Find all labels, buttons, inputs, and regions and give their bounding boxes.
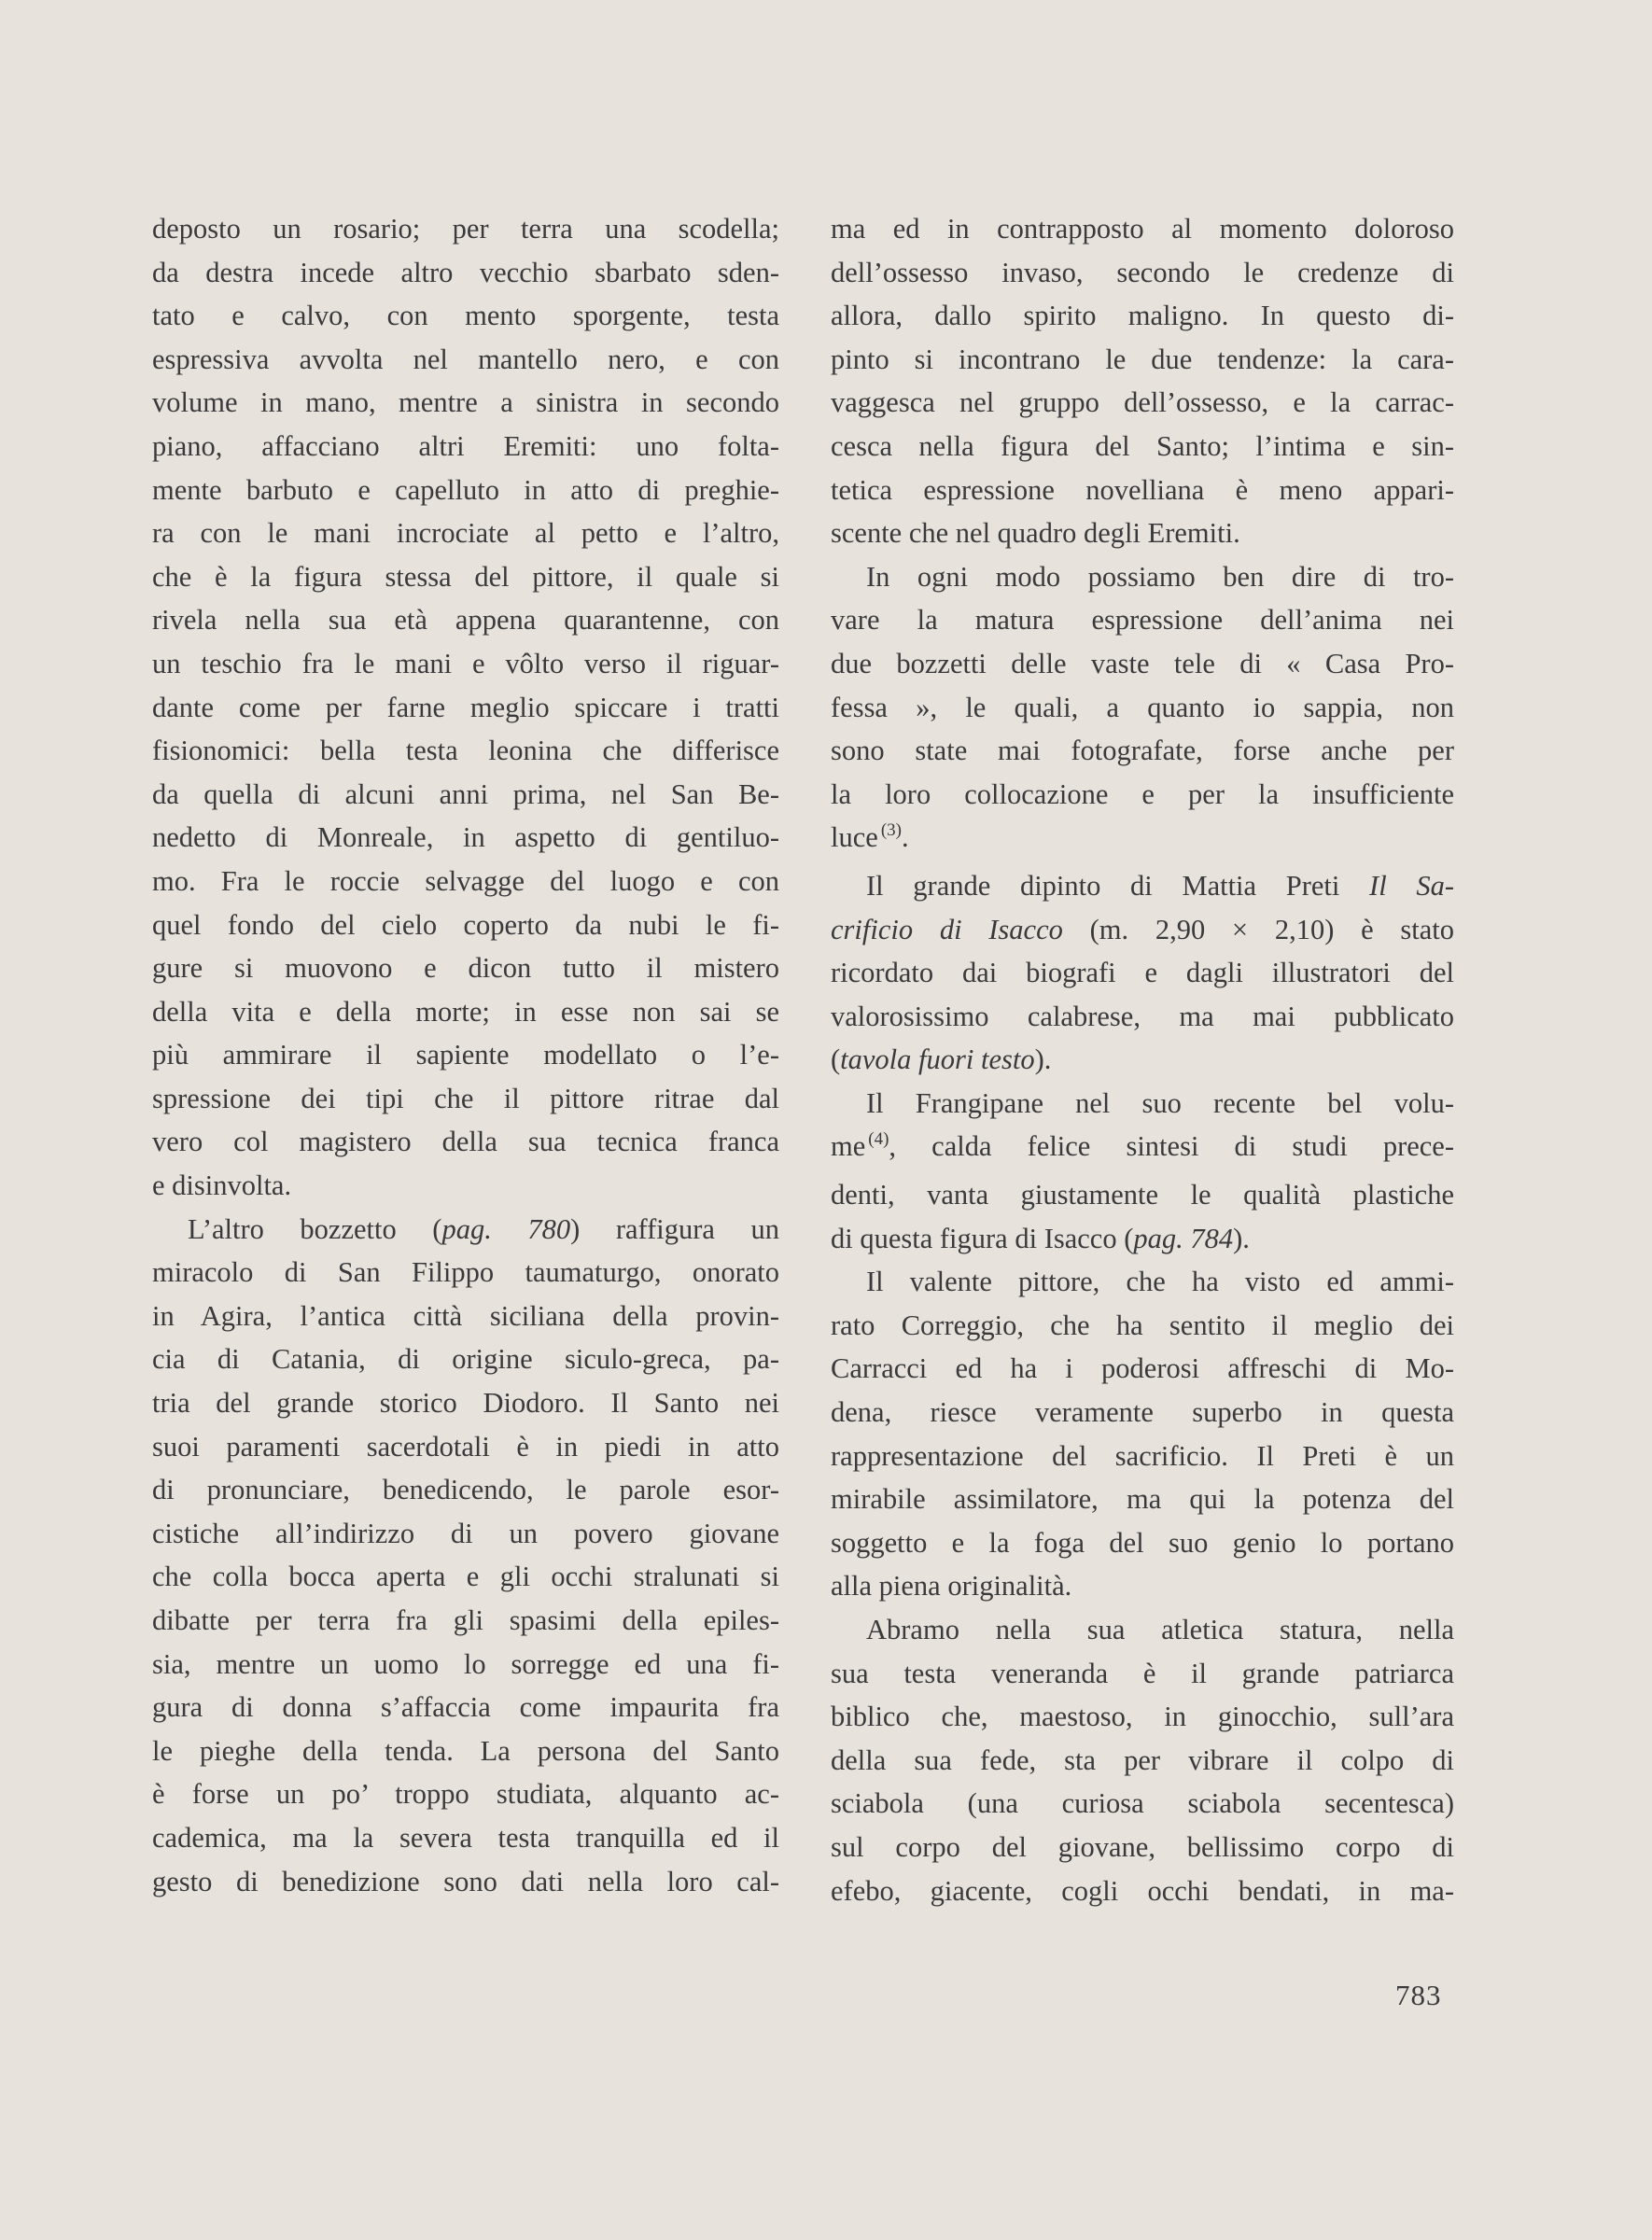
text-line: è forse un po’ troppo studiata, alquanto ac-: [152, 1778, 779, 1811]
text-line: un teschio fra le mani e vôlto verso il riguar-: [152, 647, 779, 679]
text-line: tria del grande storico Diodoro. Il Santo nei: [152, 1387, 779, 1420]
text-line: Il Frangipane nel suo recente bel volu-: [866, 1086, 1454, 1119]
text-line: fisionomici: bella testa leonina che differisce: [152, 735, 779, 767]
right-column: [831, 207, 1454, 1912]
text-line: allora, dallo spirito maligno. In questo di-: [831, 300, 1454, 332]
text-line: In ogni modo possiamo ben dire di tro-: [866, 560, 1454, 593]
text-line: soggetto e la foga del suo genio lo portano: [831, 1526, 1454, 1559]
text-fragment: , calda felice sintesi di studi prece-: [889, 1130, 1454, 1163]
page-reference: pag. 784: [1133, 1222, 1234, 1254]
text-line: rato Correggio, che ha sentito il meglio dei: [831, 1309, 1454, 1341]
text-fragment: luce: [831, 821, 878, 854]
text-line: da destra incede altro vecchio sbarbato sden-: [152, 256, 779, 288]
text-line: nedetto di Monreale, in aspetto di gentiluo-: [152, 821, 779, 854]
text-line: pinto si incontrano le due tendenze: la cara-: [831, 343, 1454, 375]
text-line: dibatte per terra fra gli spasimi della epiles-: [152, 1604, 779, 1636]
text-line: che colla bocca aperta e gli occhi stralunati si: [152, 1561, 779, 1593]
paragraph-tendenze: [831, 207, 1454, 555]
text-line: denti, vanta giustamente le qualità plastiche: [831, 1179, 1454, 1211]
text-line: mirabile assimilatore, ma qui la potenza del: [831, 1483, 1454, 1516]
text-line: mente barbuto e capelluto in atto di preghie-: [152, 473, 779, 506]
paragraph-frangipane: [831, 1082, 1454, 1260]
text-line: espressiva avvolta nel mantello nero, e con: [152, 343, 779, 375]
text-line: alla piena originalità.: [831, 1570, 1072, 1603]
text-line: scente che nel quadro degli Eremiti.: [831, 517, 1240, 550]
text-line: quel fondo del cielo coperto da nubi le fi-: [152, 908, 779, 941]
text-line: più ammirare il sapiente modellato o l’e-: [152, 1039, 779, 1071]
text-fragment: L’altro bozzetto (: [188, 1212, 442, 1245]
text-line: [831, 1217, 1454, 1261]
text-line: Il valente pittore, che ha visto ed ammi-: [866, 1266, 1454, 1298]
text-line: sua testa veneranda è il grande patriarca: [831, 1657, 1454, 1689]
page-reference: pag. 780: [441, 1212, 571, 1245]
text-line: tato e calvo, con mento sporgente, testa: [152, 300, 779, 332]
text-line: le pieghe della tenda. La persona del Santo: [152, 1734, 779, 1767]
text-line: mo. Fra le roccie selvagge del luogo e con: [152, 864, 779, 897]
paragraph-bozzetti: [831, 555, 1454, 864]
text-line: suoi paramenti sacerdotali è in piedi in atto: [152, 1430, 779, 1463]
text-line: fessa », le quali, a quanto io sappia, non: [831, 691, 1454, 723]
text-line: [152, 1208, 779, 1252]
text-line: cademica, ma la severa testa tranquilla ed il: [152, 1821, 779, 1854]
text-line: rappresentazione del sacrificio. Il Preti è un: [831, 1439, 1454, 1472]
plate-reference: tavola fuori testo: [840, 1043, 1035, 1076]
text-fragment: me: [831, 1130, 866, 1163]
text-line: vaggesca nel gruppo dell’ossesso, e la carrac-: [831, 386, 1454, 419]
text-line: gura di donna s’affaccia come impaurita fra: [152, 1691, 779, 1724]
text-line: dell’ossesso invaso, secondo le credenze di: [831, 256, 1454, 288]
text-line: e disinvolta.: [152, 1169, 292, 1202]
text-line: Carracci ed ha i poderosi affreschi di Mo-: [831, 1352, 1454, 1385]
text-fragment: ) raffigura un: [570, 1212, 779, 1245]
text-line: da quella di alcuni anni prima, nel San Be-: [152, 777, 779, 810]
text-line: gure si muovono e dicon tutto il mistero: [152, 952, 779, 985]
paragraph-sacrificio: [831, 864, 1454, 1082]
text-line: della sua fede, sta per vibrare il colpo di: [831, 1743, 1454, 1776]
text-line: della vita e della morte; in esse non sai se: [152, 995, 779, 1028]
text-line: sia, mentre un uomo lo sorregge ed una fi-: [152, 1647, 779, 1680]
text-line: [831, 908, 1454, 952]
text-line: cesca nella figura del Santo; l’intima e sin-: [831, 429, 1454, 462]
text-line: ra con le mani incrociate al petto e l’altro,: [152, 517, 779, 550]
text-line: ma ed in contrapposto al momento doloroso: [831, 213, 1454, 245]
text-line: cistiche all’indirizzo di un povero giovane: [152, 1517, 779, 1549]
text-line: spressione dei tipi che il pittore ritrae dal: [152, 1082, 779, 1114]
text-line: volume in mano, mentre a sinistra in secondo: [152, 386, 779, 419]
text-fragment: .: [901, 821, 909, 854]
text-line: biblico che, maestoso, in ginocchio, sull’ara: [831, 1701, 1454, 1733]
text-fragment: di questa figura di Isacco (: [831, 1222, 1134, 1254]
text-line: rivela nella sua età appena quarantenne, con: [152, 604, 779, 637]
text-line: che è la figura stessa del pittore, il quale si: [152, 560, 779, 593]
text-line: sono state mai fotografate, forse anche per: [831, 735, 1454, 767]
text-fragment: (: [831, 1043, 841, 1076]
text-line: [831, 816, 1454, 864]
paragraph-abramo: [831, 1608, 1454, 1912]
text-line: Abramo nella sua atletica statura, nella: [866, 1614, 1454, 1645]
text-line: miracolo di San Filippo taumaturgo, onorato: [152, 1256, 779, 1289]
text-line: [831, 1125, 1454, 1173]
paragraph-san-filippo: [152, 1208, 779, 1904]
text-line: deposto un rosario; per terra una scodella;: [152, 213, 779, 245]
text-line: due bozzetti delle vaste tele di « Casa Pro-: [831, 647, 1454, 679]
paragraph-valente-pittore: [831, 1260, 1454, 1608]
text-line: sciabola (una curiosa sciabola secentesca): [831, 1787, 1454, 1820]
text-line: [831, 1038, 1454, 1082]
text-fragment: Il grande dipinto di Mattia Preti: [866, 869, 1370, 902]
text-line: sul corpo del giovane, bellissimo corpo di: [831, 1830, 1454, 1863]
text-line: piano, affacciano altri Eremiti: uno folta-: [152, 429, 779, 462]
text-fragment: ).: [1233, 1222, 1250, 1254]
text-line: valorosissimo calabrese, ma mai pubblicato: [831, 1000, 1454, 1032]
text-line: dena, riesce veramente superbo in questa: [831, 1396, 1454, 1429]
text-line: [831, 864, 1454, 908]
artwork-title: Il Sa-: [1369, 869, 1454, 902]
text-fragment: ).: [1034, 1043, 1052, 1076]
text-line: vare la matura espressione dell’anima nei: [831, 604, 1454, 637]
page-number: 783: [1395, 1979, 1442, 2011]
artwork-title: crificio di Isacco: [831, 913, 1063, 945]
text-line: tetica espressione novelliana è meno appari-: [831, 473, 1454, 506]
text-line: efebo, giacente, cogli occhi bendati, in ma-: [831, 1874, 1454, 1907]
text-line: cia di Catania, di origine siculo-greca, pa-: [152, 1343, 779, 1376]
footnote-marker-3[interactable]: (3): [880, 820, 902, 841]
text-line: vero col magistero della sua tecnica franca: [152, 1126, 779, 1158]
paragraph-eremiti-description: [152, 207, 779, 1208]
footnote-marker-4[interactable]: (4): [868, 1129, 889, 1150]
text-line: dante come per farne meglio spiccare i tratti: [152, 691, 779, 723]
text-fragment: (m. 2,90 × 2,10) è stato: [1062, 913, 1454, 945]
text-line: di pronunciare, benedicendo, le parole esor-: [152, 1474, 779, 1506]
text-line: ricordato dai biografi e dagli illustratori del: [831, 957, 1454, 989]
text-line: in Agira, l’antica città siciliana della provin-: [152, 1299, 779, 1332]
left-column: [152, 207, 779, 1903]
text-line: gesto di benedizione sono dati nella loro cal-: [152, 1865, 779, 1897]
text-line: la loro collocazione e per la insufficiente: [831, 777, 1454, 810]
